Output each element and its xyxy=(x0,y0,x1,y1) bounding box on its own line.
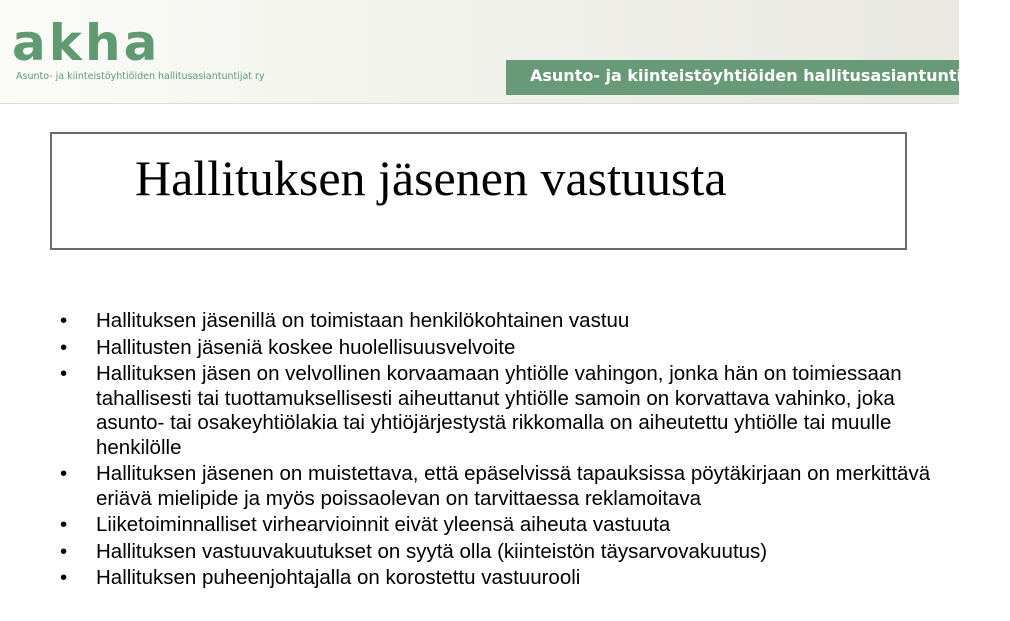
slide-header xyxy=(0,0,1010,104)
bullet-item: • Hallituksen jäsen on velvollinen korvaamaan yhtiölle vahingon, jonka hän on toimiessaan tahallisesti tai tuottamuksellisesti aiheuttanut yhtiölle samoin on korvattava vahinko, joka asunto- tai osakeyhtiölakia tai yhtiöjärjestystä rikkomalla on aiheutettu yhtiölle tai muulle henkilölle xyxy=(60,362,940,460)
bullet-item: • Hallitusten jäseniä koskee huolellisuusvelvoite xyxy=(60,336,940,361)
slide-title: Hallituksen jäsenen vastuusta xyxy=(135,150,727,206)
bullet-item: • Hallituksen jäsenillä on toimistaan henkilökohtainen vastuu xyxy=(60,309,940,334)
header-tagline: Asunto- ja kiinteistöyhtiöiden hallitusasiantuntijat ry xyxy=(530,66,1010,85)
logo-subtitle: Asunto- ja kiinteistöyhtiöiden hallitusasiantuntijat ry xyxy=(16,71,265,82)
bullet-list xyxy=(60,309,940,593)
bullet-item: • Hallituksen jäsenen on muistettava, että epäselvissä tapauksissa pöytäkirjaan on merkittävä eriävä mielipide ja myös poissaolevan on tarvittaessa reklamoitava xyxy=(60,462,940,511)
bullet-item: • Hallituksen puheenjohtajalla on korostettu vastuurooli xyxy=(60,566,940,591)
akha-logo: akha xyxy=(12,14,161,72)
bullet-item: • Liiketoiminnalliset virhearvioinnit eivät yleensä aiheuta vastuuta xyxy=(60,513,940,538)
bullet-item: • Hallituksen vastuuvakuutukset on syytä olla (kiinteistön täysarvovakuutus) xyxy=(60,540,940,565)
